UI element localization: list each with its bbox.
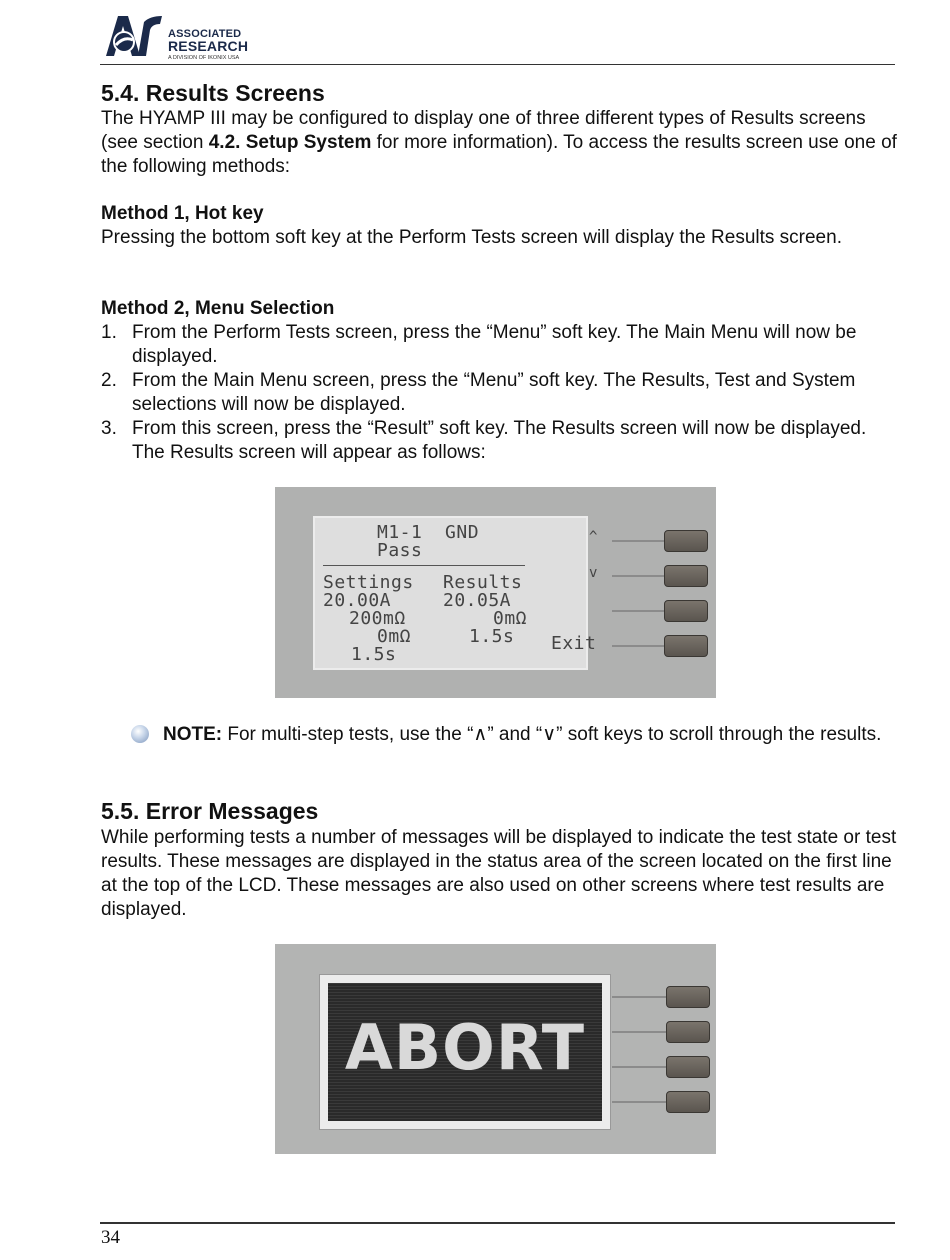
body-text: for more information). To access the results screen use one of the following methods: xyxy=(101,132,897,177)
note-body: For multi-step tests, use the “∧” and “∨” soft keys to scroll through the results. xyxy=(222,724,882,745)
method-2-steps xyxy=(101,321,891,465)
logo-text-associated: ASSOCIATED xyxy=(168,28,242,40)
softkey-connector xyxy=(612,540,664,542)
results-lcd xyxy=(313,516,598,670)
step-number: 1. xyxy=(101,322,117,343)
lcd-step-label: M1-1 GND xyxy=(377,522,480,543)
softkey-connector xyxy=(612,575,664,577)
softkey-connector xyxy=(612,996,666,998)
logo-subtitle: A DIVISION OF IKONIX USA xyxy=(168,55,240,61)
lcd-set-current: 20.00A xyxy=(323,590,392,611)
step-number: 2. xyxy=(101,370,117,391)
lcd-set-time: 1.5s xyxy=(351,644,397,665)
section-reference: 4.2. Setup System xyxy=(208,132,372,153)
logo-text-research: RESEARCH xyxy=(168,38,249,54)
softkey-3 xyxy=(666,1056,710,1078)
lcd-up-arrow-icon: ^ xyxy=(589,529,598,545)
softkey-1 xyxy=(664,530,708,552)
softkey-connector xyxy=(612,645,664,647)
page-number: 34 xyxy=(101,1227,120,1248)
softkey-2 xyxy=(664,565,708,587)
lcd-divider xyxy=(323,565,525,566)
logo-mark-icon xyxy=(104,12,166,58)
step-number: 3. xyxy=(101,418,117,439)
step-text: From the Main Menu screen, press the “Menu” soft key. The Results, Test and System selections will now be displayed. xyxy=(132,370,856,415)
section-5-5-title: 5.5. Error Messages xyxy=(101,798,319,824)
lcd-result-time: 1.5s xyxy=(469,626,515,647)
method-2-title: Method 2, Menu Selection xyxy=(101,298,335,319)
body-text: The HYAMP III may be configured to display one of three different types of Results screens (see section xyxy=(101,108,866,153)
softkey-connector xyxy=(612,1101,666,1103)
lcd-settings-header: Settings xyxy=(323,572,414,593)
results-screen-photo xyxy=(275,487,716,698)
section-5-5-body: While performing tests a number of messages will be displayed to indicate the test state or test results. These messages are displayed in the status area of the screen located on the first line at the top of the LCD. These messages are also used on other screens where test results are displayed. xyxy=(101,827,897,920)
abort-lcd xyxy=(328,983,602,1121)
lcd-set-lo-limit: 0mΩ xyxy=(377,626,412,647)
abort-lcd-frame xyxy=(319,974,611,1130)
note-label: NOTE: xyxy=(163,724,223,745)
softkey-connector xyxy=(612,610,664,612)
lcd-results-header: Results xyxy=(443,572,523,593)
note-text xyxy=(163,723,883,747)
softkey-2 xyxy=(666,1021,710,1043)
associated-research-logo xyxy=(104,12,264,60)
list-item xyxy=(101,369,891,417)
list-item xyxy=(101,417,891,465)
method-1-title: Method 1, Hot key xyxy=(101,203,264,224)
section-5-4-body xyxy=(101,107,901,179)
page-header xyxy=(100,8,895,65)
softkey-connector xyxy=(612,1031,666,1033)
note-bullet-icon xyxy=(131,725,149,743)
footer-divider xyxy=(100,1222,895,1224)
lcd-set-hi-limit: 200mΩ xyxy=(349,608,406,629)
lcd-exit-label: Exit xyxy=(551,633,597,654)
method-1-body: Pressing the bottom soft key at the Perform Tests screen will display the Results screen. xyxy=(101,227,842,248)
lcd-result-resistance: 0mΩ xyxy=(493,608,528,629)
softkey-4 xyxy=(664,635,708,657)
lcd-status: Pass xyxy=(377,540,423,561)
step-text: From the Perform Tests screen, press the “Menu” soft key. The Main Menu will now be displayed. xyxy=(132,322,857,367)
step-text: From this screen, press the “Result” soft key. The Results screen will now be displayed. The Results screen will appear as follows: xyxy=(132,418,867,463)
softkey-1 xyxy=(666,986,710,1008)
softkey-4 xyxy=(666,1091,710,1113)
abort-screen-photo xyxy=(275,944,716,1154)
section-5-4-title: 5.4. Results Screens xyxy=(101,80,325,106)
softkey-3 xyxy=(664,600,708,622)
lcd-result-current: 20.05A xyxy=(443,590,512,611)
lcd-down-arrow-icon: v xyxy=(589,565,598,581)
list-item xyxy=(101,321,891,369)
softkey-connector xyxy=(612,1066,666,1068)
lcd-abort-message: ABORT xyxy=(344,1011,586,1084)
